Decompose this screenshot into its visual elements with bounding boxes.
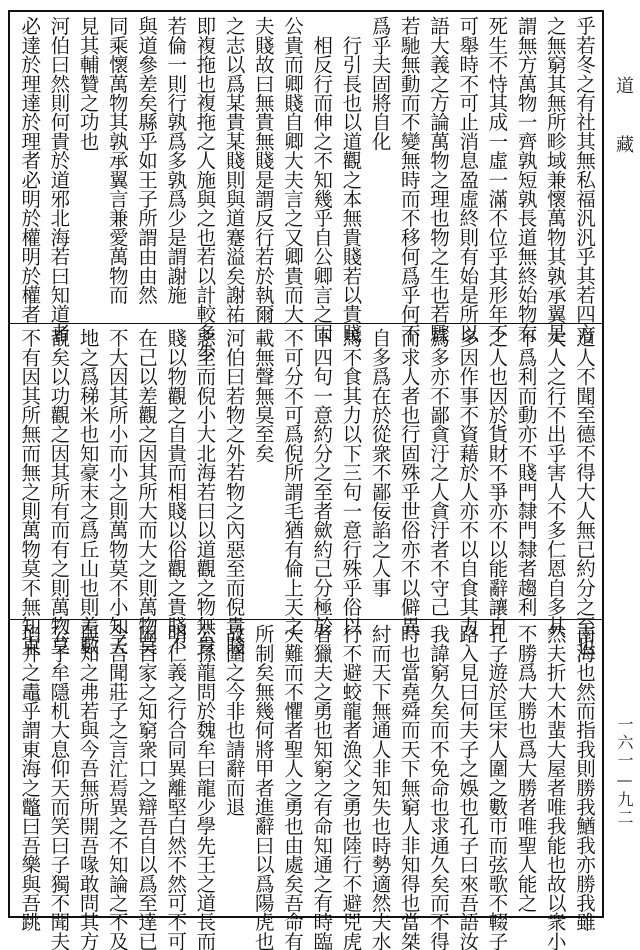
text-column: 賤以物觀之自貴而相賤以俗觀之貴賤不 [164, 328, 188, 655]
text-column: 與知之弗若與今吾無所開吾喙敢問其方 [76, 624, 100, 950]
text-column: 相反行而伸之不知幾乎自公卿言之固 [310, 16, 334, 343]
text-column: 我諱窮久矣而不免命也求通久矣而不得 [427, 624, 450, 950]
text-column: 謂無方萬物一齊孰短孰長道無終始物有 [514, 16, 538, 343]
page-frame [8, 10, 604, 950]
text-column: 乎若冬之有社其無私福汎汎乎其若四方 [573, 16, 596, 343]
text-column: 爲乎夫固將自化 [368, 16, 392, 151]
text-column: 困百家之知窮衆口之辯吾自以爲至達已 [135, 624, 158, 950]
margin-page-number: 一六一—九二 [615, 716, 634, 827]
text-column: 公貴而卿賤自卿大夫言之又卿貴而大 [281, 16, 304, 324]
text-column: 今吾聞莊子之言汒焉異之不知論之不及 [105, 624, 129, 950]
text-column: 不可分不可爲倪所謂毛猶有倫上天之 [281, 328, 304, 636]
text-column: 若倫一則行孰爲多孰爲少是謂謝施 [164, 16, 188, 305]
text-column: 大難而不懼者聖人之勇也由處矣吾命有 [281, 624, 304, 950]
text-column: 下四句一意約分之至者歛約己分極於 [310, 328, 334, 636]
text-column: 時也當堯舜而天下無窮人非知得也當桀 [397, 624, 421, 950]
text-column: 路入見曰何夫子之娛也孔子曰來吾語汝 [456, 624, 480, 950]
text-column: 河伯曰若物之外若物之內惡至而倪貴賤 [222, 328, 246, 655]
text-column: 明仁義之行合同異離堅白然不然可不可 [164, 624, 188, 950]
text-column: 而求人者也行固殊乎世俗亦不以僻異 [397, 328, 421, 636]
text-column: 公子牟隱机大息仰天而笑曰子獨不聞夫 [47, 624, 71, 950]
text-column: 可舉時不可止消息盈虛終則有始是所以 [456, 16, 480, 343]
text-column: 然夫折大木蜚大屋者唯我能也故以衆小 [543, 624, 567, 950]
text-column: 紂而天下無通人非知失也時勢適然夫水 [368, 624, 392, 950]
text-column: 之志以爲某貴某賤則與道蹇溢矣謝祐 [222, 16, 246, 324]
text-column: 故圍之今非也請辭而退 [222, 624, 246, 817]
text-column: 語大義之方論萬物之理也物之生也若驟 [427, 16, 450, 343]
register-middle [10, 324, 602, 655]
text-column: 覩矣以功觀之因其所有而有之則萬物莫 [47, 328, 71, 655]
text-column: 南海也然而指我則勝我鰌我亦勝我雖 [573, 624, 596, 932]
text-column: 爲多亦不鄙貪汙之人貪汙者不守己 [427, 328, 450, 617]
text-column: 埳井之鼃乎謂東海之鼈曰吾樂與吾跳 [18, 624, 42, 932]
text-column: 不爲利而動亦不賤門隸門隸者趨利 [514, 328, 538, 617]
text-column: 即複拖也複拖之人施與之也若以計較多少 [193, 16, 217, 362]
text-column: 死生不恃其成一虛一滿不位乎其形年不 [485, 16, 509, 343]
text-column: 在己以差觀之因其所大而大之則萬物莫 [135, 328, 158, 655]
text-column: 公孫龍問於魏牟曰龍少學先王之道長而 [193, 624, 217, 950]
text-column: 行不避蛟龍者漁父之勇也陸行不避兕虎 [339, 624, 363, 950]
text-column: 見其輔贊之功也 [76, 16, 100, 151]
text-column: 載無聲無臭至矣 [251, 328, 275, 463]
margin-title: 道 藏 [613, 76, 634, 163]
text-column: 之人也因於貨財不爭亦不以能辭讓自 [485, 328, 509, 636]
text-column: 同乘懷萬物其孰承翼言兼愛萬物而 [105, 16, 129, 305]
text-column: 地之爲稊米也知豪末之爲丘山也則差數 [76, 328, 100, 655]
text-column: 道人不聞至德不得大人無已約分之至也 [573, 328, 596, 655]
text-column: 惡至而倪小大北海若曰以道觀之物無貴 [193, 328, 217, 655]
text-column: 不勝爲大勝也爲大勝者唯聖人能之 [514, 624, 538, 913]
text-column: 不有因其所無而無之則萬物莫不無知東 [18, 328, 42, 655]
text-column: 多因作事不資藉於人亦不以自食其力 [456, 328, 480, 636]
text-column: 大人之行不出乎害人不多仁恩自多其 [543, 328, 567, 636]
text-column: 河伯曰然則何貴於道邪北海若曰知道者 [47, 16, 71, 343]
text-column: 不大因其所小而小之則萬物莫不小知天 [105, 328, 129, 655]
text-column: 者獵夫之勇也知窮之有命知通之有時臨 [310, 624, 334, 950]
text-column: 自多爲在於從衆不鄙佞諂之人事 [368, 328, 392, 597]
text-column: 馬不食其力以下三句一意行殊乎俗以 [339, 328, 363, 636]
text-column: 之無窮其無所畛域兼懷萬物其孰承翼是 [543, 16, 567, 343]
register-bottom [10, 620, 602, 950]
text-column: 必達於理達於理者必明於權明於權者 [18, 16, 42, 324]
text-column: 行引長也以道觀之本無貴賤若以貴賤 [339, 16, 363, 343]
text-column: 所制矣無幾何將甲者進辭曰以爲陽虎也 [251, 624, 275, 950]
text-column: 與道參差矣縣乎如王子所謂由由然 [135, 16, 158, 305]
text-column: 若馳無動而不變無時而不移何爲乎何不 [397, 16, 421, 343]
text-column: 孔子遊於匡宋人圍之數帀而弦歌不輟子 [485, 624, 509, 950]
register-top [10, 12, 602, 362]
text-column: 夫賤故曰無貴無賤是謂反行若於執爾 [251, 16, 275, 324]
